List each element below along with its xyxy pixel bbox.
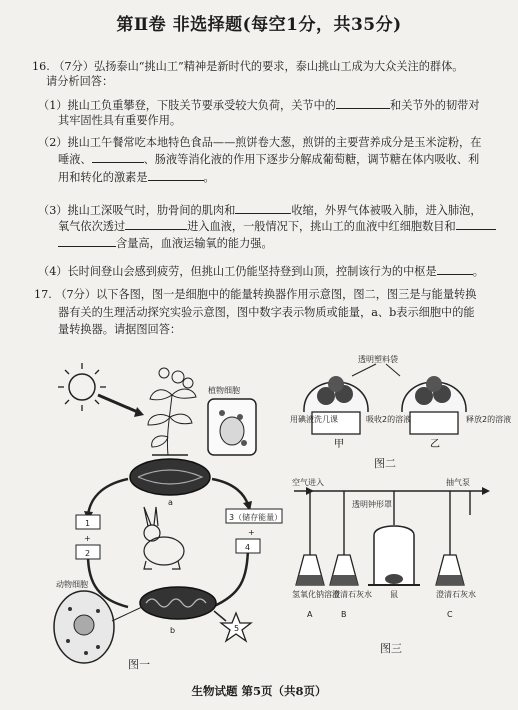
label-C: C [447,610,453,619]
jia-solution-label: 吸收2的溶液 [366,415,412,424]
figure-3 [290,475,500,625]
sun-icon [58,363,106,411]
label-B: B [341,610,347,619]
q17-stem-line2: 器有关的生理活动探究实验示意图，图中数字表示物质或能量，a、b表示细胞中的能 [58,306,475,319]
plant-drawing [148,368,196,455]
num-1: 1 [85,519,91,528]
answer-blank[interactable] [235,203,291,214]
bottle-c-label: 澄清石灰水 [436,590,476,599]
svg-text:+: + [248,528,255,537]
q16-stem-line1: 16. （7分）弘扬泰山“挑山工”精神是新时代的要求，泰山挑山工成为大众关注的群体。 [32,60,464,73]
q16-p1-line1: （1）挑山工负重攀登，下肢关节要承受较大负荷，关节中的 和关节外的韧带对 [38,99,480,112]
label-A: A [307,610,313,619]
flask-b [330,555,358,585]
plant-cell [208,399,256,455]
mitochondrion-b [140,587,216,619]
rabbit-drawing [144,507,184,569]
q16-p2-line2: 唾液、 、肠液等消化液的作用下逐步分解成葡萄糖，调节糖在体内吸收、利 [58,153,480,166]
q16-p4-line1: （4）长时间登山会感到疲劳，但挑山工仍能坚持登到山顶，控制该行为的中枢是 。 [38,265,484,278]
label-jia: 甲 [334,439,344,450]
light-arrow [98,395,144,417]
q17-stem-line3: 量转换器。请据图回答： [58,323,182,336]
bag-label: 透明塑料袋 [358,355,398,364]
q16-p2-line1: （2）挑山工午餐常吃本地特色食品——煎饼卷大葱，煎饼的主要营养成分是玉米淀粉，在 [38,136,482,149]
flask-c [436,555,464,585]
q16-stem-line2: 请分析回答： [46,75,114,88]
num-5: 5 [234,624,240,633]
figure-3-caption: 图三 [380,642,402,655]
section-title: 第Ⅱ卷 非选择题(每空1分，共35分) [116,15,402,35]
chloroplast-a [130,459,210,495]
answer-blank[interactable] [125,219,187,230]
answer-blank[interactable] [437,264,473,275]
air-pump-label: 抽气泵 [446,478,470,487]
yi-solution-label: 释放2的溶液 [466,415,512,424]
figure-2-caption: 图二 [374,457,396,470]
cover-label: 透明钟形罩 [352,500,392,509]
q16-p3-line2: 氧气依次透过 进入血液，一般情况下，挑山工的血液中红细胞数目和 [58,219,518,234]
answer-blank[interactable] [58,236,116,247]
answer-blank[interactable] [148,170,204,181]
animal-cell-label: 动物细胞 [56,580,88,589]
q16-p1-line2: 其牢固性具有重要作用。 [58,114,182,127]
label-yi: 乙 [430,439,440,450]
q16-p3-line3: 含量高，血液运输氧的能力强。 [58,236,518,251]
page-footer: 生物试题 第5页（共8页） [191,684,327,698]
answer-blank[interactable] [456,219,496,230]
pot-jia [304,376,368,434]
label-b: b [170,626,176,635]
q17-stem-line1: 17. （7分）以下各图，图一是细胞中的能量转换器作用示意图，图二，图三是与能量转换 [34,288,477,301]
figure-2 [290,352,512,452]
label-a: a [168,498,173,507]
left-solution-label: 用碘液洗几课 [290,415,338,424]
svg-text:+: + [84,534,91,543]
plant-cell-label: 植物细胞 [208,386,240,395]
mouse-label: 鼠 [390,590,398,599]
bottle-b-label: 澄清石灰水 [332,590,372,599]
answer-blank[interactable] [336,98,390,109]
animal-cell [54,591,114,663]
bottle-a-label: 氢氧化钠溶液 [292,590,340,599]
air-in-label: 空气进入 [292,478,324,487]
answer-blank[interactable] [92,152,144,163]
pot-yi [402,376,466,434]
num-3: 3（储存能量） [229,513,283,522]
num-2: 2 [85,549,91,558]
num-4: 4 [245,543,251,552]
bell-jar [368,526,420,585]
flask-a [296,555,324,585]
figure-1-caption: 图一 [128,658,150,671]
q16-p3-line1: （3）挑山工深吸气时，肋骨间的肌肉和 收缩，外界气体被吸入肺，进入肺泡， [38,204,482,217]
q16-p2-line3: 用和转化的激素是 。 [58,171,215,184]
figure-1 [40,355,285,675]
